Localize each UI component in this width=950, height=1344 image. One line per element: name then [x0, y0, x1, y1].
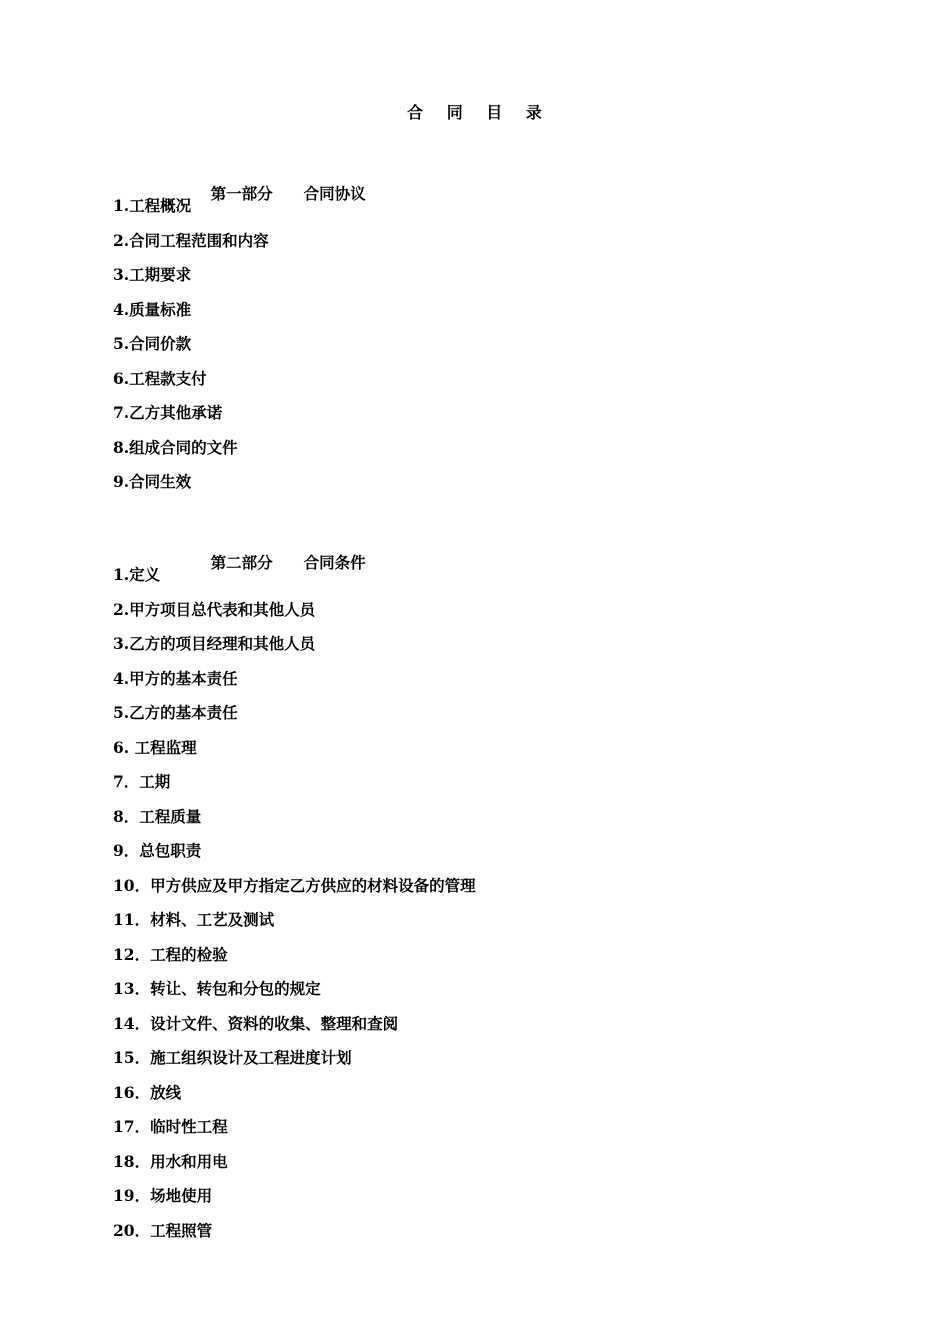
part2-heading-title: 合同条件: [303, 553, 366, 572]
toc-item: 3.工期要求: [113, 265, 192, 284]
part1-heading-title: 合同协议: [303, 184, 366, 203]
toc-item: 20．工程照管: [113, 1220, 213, 1240]
toc-item: 9.合同生效: [113, 472, 192, 491]
toc-item: 6.工程款支付: [113, 368, 207, 388]
toc-item: 1.工程概况: [113, 196, 192, 215]
toc-item: 8.组成合同的文件: [113, 437, 238, 457]
toc-item: 2.合同工程范围和内容: [113, 230, 269, 250]
toc-item: 15．施工组织设计及工程进度计划: [113, 1048, 352, 1067]
toc-item: 14．设计文件、资料的收集、整理和查阅: [113, 1013, 399, 1033]
part1-toc-list: [113, 195, 269, 506]
toc-item: 1.定义: [113, 565, 161, 584]
toc-item: 7.乙方其他承诺: [113, 403, 223, 422]
toc-item: 18．用水和用电: [113, 1151, 228, 1171]
toc-item: 6. 工程监理: [113, 737, 197, 757]
toc-item: 2.甲方项目总代表和其他人员: [113, 599, 316, 619]
toc-item: 11．材料、工艺及测试: [113, 910, 275, 929]
toc-item: 12．工程的检验: [113, 944, 228, 964]
toc-item: 16．放线: [113, 1082, 182, 1102]
toc-item: 7．工期: [113, 772, 171, 791]
toc-item: 4.甲方的基本责任: [113, 668, 238, 688]
toc-item: 3.乙方的项目经理和其他人员: [113, 634, 316, 653]
part2-toc-list: [113, 564, 476, 1254]
toc-item: 10．甲方供应及甲方指定乙方供应的材料设备的管理: [113, 875, 476, 895]
toc-item: 13．转让、转包和分包的规定: [113, 979, 321, 998]
document-title: 合 同 目 录: [407, 103, 551, 122]
toc-item: 19．场地使用: [113, 1186, 213, 1205]
part1-heading-number: 第一部分: [210, 184, 273, 203]
toc-item: 9．总包职责: [113, 841, 202, 860]
toc-item: 8．工程质量: [113, 806, 202, 826]
toc-item: 17．临时性工程: [113, 1117, 228, 1136]
toc-item: 5.乙方的基本责任: [113, 703, 238, 722]
toc-item: 5.合同价款: [113, 334, 192, 353]
toc-item: 4.质量标准: [113, 299, 192, 319]
part2-heading-number: 第二部分: [210, 553, 273, 572]
